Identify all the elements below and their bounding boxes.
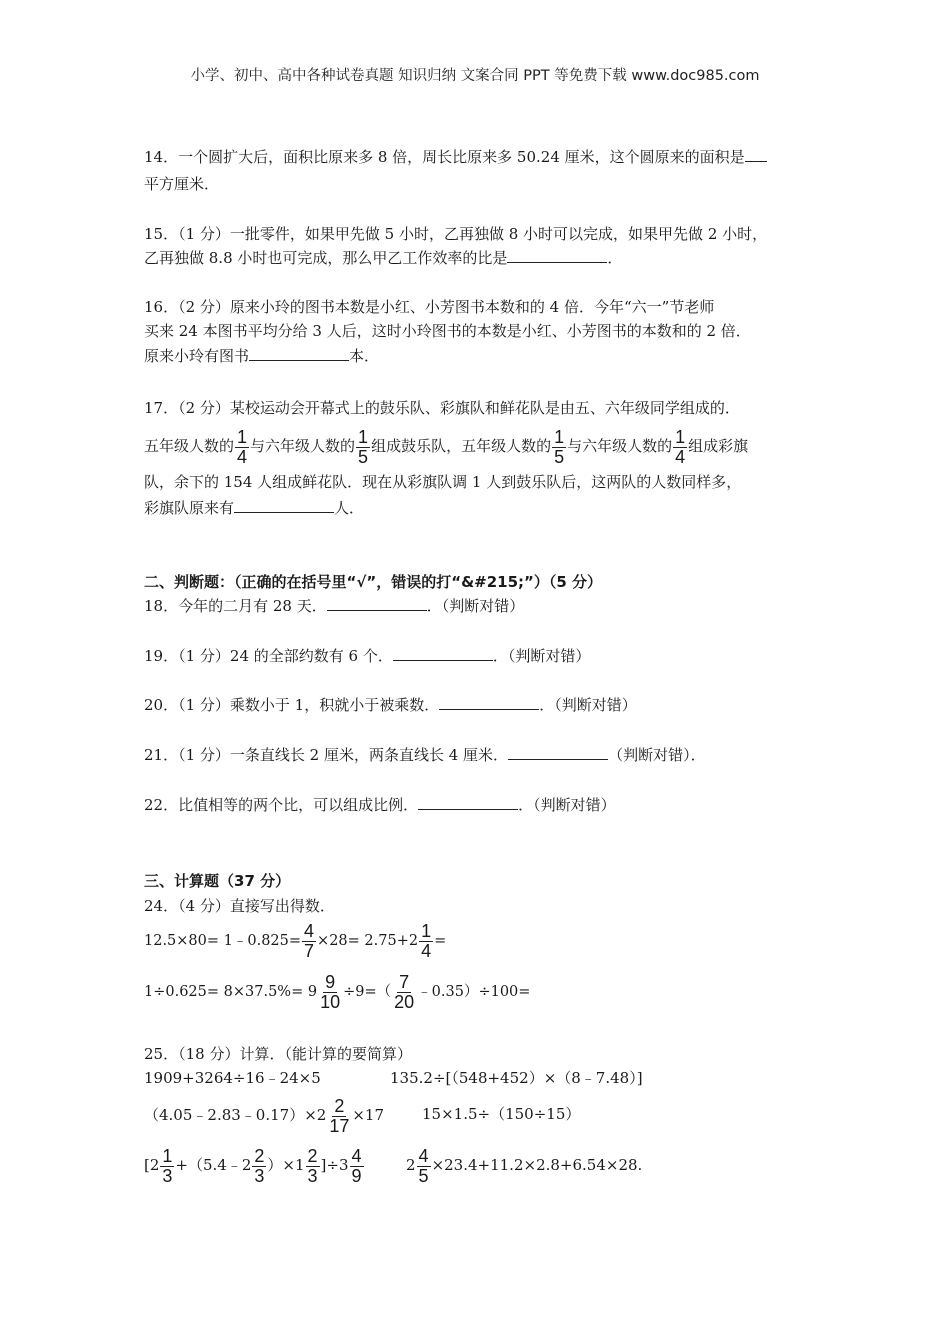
q19-text: 19．（1 分）24 的全部约数有 6 个． bbox=[144, 647, 393, 665]
q17-text: 组成彩旗 bbox=[688, 437, 749, 455]
q17-text: 五年级人数的 bbox=[144, 437, 235, 455]
q24-row1 bbox=[144, 920, 446, 962]
question-17: 17．（2 分）某校运动会开幕式上的鼓乐队、彩旗队和鲜花队是由五、六年级同学组成的． bbox=[144, 399, 740, 417]
answer-blank bbox=[393, 646, 493, 661]
question-19 bbox=[144, 646, 590, 666]
q24-row2 bbox=[144, 971, 530, 1013]
answer-blank bbox=[418, 795, 518, 810]
fraction: $\frac{2}{17}$ bbox=[329, 1095, 350, 1136]
calc-text: [2 bbox=[144, 1156, 160, 1174]
calc-text: ﹣0.35）÷100= bbox=[417, 984, 531, 1000]
fraction: $\frac{2}{3}$ bbox=[254, 1145, 265, 1186]
calc-expression-1: 1909+3264÷16﹣24×5 bbox=[144, 1069, 321, 1087]
question-21 bbox=[144, 745, 706, 765]
q19-end: ．（判断对错） bbox=[492, 647, 591, 665]
question-18 bbox=[144, 596, 524, 616]
q20-end: ．（判断对错） bbox=[539, 696, 637, 714]
q16-line2: 买来 24 本图书平均分给 3 人后，这时小玲图书的本数是小红、小芳图书的本数和的 2 倍． bbox=[144, 322, 751, 340]
calc-text: 1÷0.625= 8×37.5%= 9 bbox=[144, 984, 318, 1000]
fraction: $\frac{1}{4}$ bbox=[675, 426, 686, 467]
fraction: $\frac{1}{3}$ bbox=[162, 1145, 173, 1186]
q14-text: 14．一个圆扩大后，面积比原来多 8 倍，周长比原来多 50.24 厘米，这个圆原来的面积是 bbox=[144, 148, 745, 166]
calc-text: ÷9=（ bbox=[343, 984, 392, 1000]
q16-text: 原来小玲有图书 bbox=[144, 347, 250, 365]
q18-text: 18．今年的二月有 28 天． bbox=[144, 597, 327, 615]
calc-expression-3 bbox=[144, 1094, 384, 1136]
calc-expression-4: 15×1.5÷（150÷15） bbox=[422, 1105, 581, 1123]
q17-text: 与六年级人数的 bbox=[567, 437, 673, 455]
calc-text: ×28= 2.75+2 bbox=[317, 933, 419, 949]
q22-end: ．（判断对错） bbox=[518, 796, 616, 814]
q20-text: 20．（1 分）乘数小于 1，积就小于被乘数． bbox=[144, 696, 440, 714]
calc-text: （4.05﹣2.83﹣0.17）×2 bbox=[144, 1106, 327, 1124]
q17-end: 人． bbox=[334, 499, 365, 517]
calc-text: = bbox=[434, 933, 447, 949]
q14-text-cont: 平方厘米． bbox=[144, 175, 220, 193]
answer-blank bbox=[745, 147, 767, 162]
q16-line3 bbox=[144, 346, 379, 366]
q18-end: ．（判断对错） bbox=[426, 597, 525, 615]
q16-end: 本． bbox=[349, 347, 380, 365]
calc-text: ]÷3 bbox=[320, 1156, 349, 1174]
q15-line2 bbox=[144, 248, 622, 268]
fraction: $\frac{1}{5}$ bbox=[554, 426, 565, 467]
question-25: 25．（18 分）计算．（能计算的要简算） bbox=[144, 1045, 412, 1063]
section-3-title: 三、计算题（37 分） bbox=[144, 872, 291, 890]
question-16: 16．（2 分）原来小玲的图书本数是小红、小芳图书本数和的 4 倍．今年“六一”节老师 bbox=[144, 298, 715, 316]
answer-blank bbox=[508, 745, 608, 760]
answer-blank bbox=[234, 498, 334, 513]
q17-line3: 队，余下的 154 人组成鲜花队．现在从彩旗队调 1 人到鼓乐队后，这两队的人数同样多， bbox=[144, 473, 742, 491]
q17-text: 彩旗队原来有 bbox=[144, 499, 235, 517]
calc-text: 2 bbox=[406, 1156, 416, 1174]
calc-text: ×17 bbox=[352, 1106, 384, 1124]
q17-text: 与六年级人数的 bbox=[250, 437, 356, 455]
section-2-title: 二、判断题：（正确的在括号里“√”，错误的打“&#215;”）（5 分） bbox=[144, 573, 603, 591]
fraction: $\frac{9}{10}$ bbox=[320, 971, 341, 1012]
fraction: $\frac{4}{9}$ bbox=[351, 1145, 362, 1186]
q15-end: ． bbox=[607, 249, 623, 267]
calc-text: +（5.4﹣2 bbox=[175, 1156, 252, 1174]
fraction: $\frac{1}{5}$ bbox=[358, 426, 369, 467]
question-24: 24．（4 分）直接写出得数． bbox=[144, 897, 335, 915]
question-20 bbox=[144, 695, 637, 715]
answer-blank bbox=[439, 695, 539, 710]
calc-expression-2: 135.2÷[（548+452）×（8﹣7.48）] bbox=[390, 1069, 643, 1087]
question-14 bbox=[144, 147, 767, 167]
q17-line2 bbox=[144, 426, 748, 467]
fraction: $\frac{4}{5}$ bbox=[418, 1145, 429, 1186]
fraction: $\frac{1}{4}$ bbox=[237, 426, 248, 467]
calc-expression-5 bbox=[144, 1144, 365, 1186]
calc-text: 12.5×80= 1﹣0.825= bbox=[144, 933, 302, 949]
q21-end: （判断对错）． bbox=[608, 746, 706, 764]
calc-expression-6 bbox=[406, 1144, 642, 1186]
answer-blank bbox=[327, 596, 427, 611]
q15-text: 乙再独做 8.8 小时也可完成，那么甲乙工作效率的比是 bbox=[144, 249, 508, 267]
calc-text: ）×1 bbox=[267, 1156, 305, 1174]
fraction: $\frac{4}{7}$ bbox=[304, 920, 315, 961]
q17-text: 组成鼓乐队，五年级人数的 bbox=[371, 437, 552, 455]
fraction: $\frac{2}{3}$ bbox=[307, 1145, 318, 1186]
answer-blank bbox=[249, 346, 349, 361]
page-header: 小学、初中、高中各种试卷真题 知识归纳 文案合同 PPT 等免费下载 www.doc985.com bbox=[190, 68, 760, 84]
question-15: 15．（1 分）一批零件，如果甲先做 5 小时，乙再独做 8 小时可以完成，如果甲先做 2 小时， bbox=[144, 225, 768, 243]
fraction: $\frac{1}{4}$ bbox=[421, 920, 432, 961]
question-22 bbox=[144, 795, 616, 815]
fraction: $\frac{7}{20}$ bbox=[394, 971, 415, 1012]
q17-line4 bbox=[144, 498, 364, 518]
q21-text: 21．（1 分）一条直线长 2 厘米，两条直线长 4 厘米． bbox=[144, 746, 509, 764]
answer-blank bbox=[507, 248, 607, 263]
calc-text: ×23.4+11.2×2.8+6.54×28. bbox=[431, 1156, 643, 1174]
q22-text: 22．比值相等的两个比，可以组成比例． bbox=[144, 796, 419, 814]
